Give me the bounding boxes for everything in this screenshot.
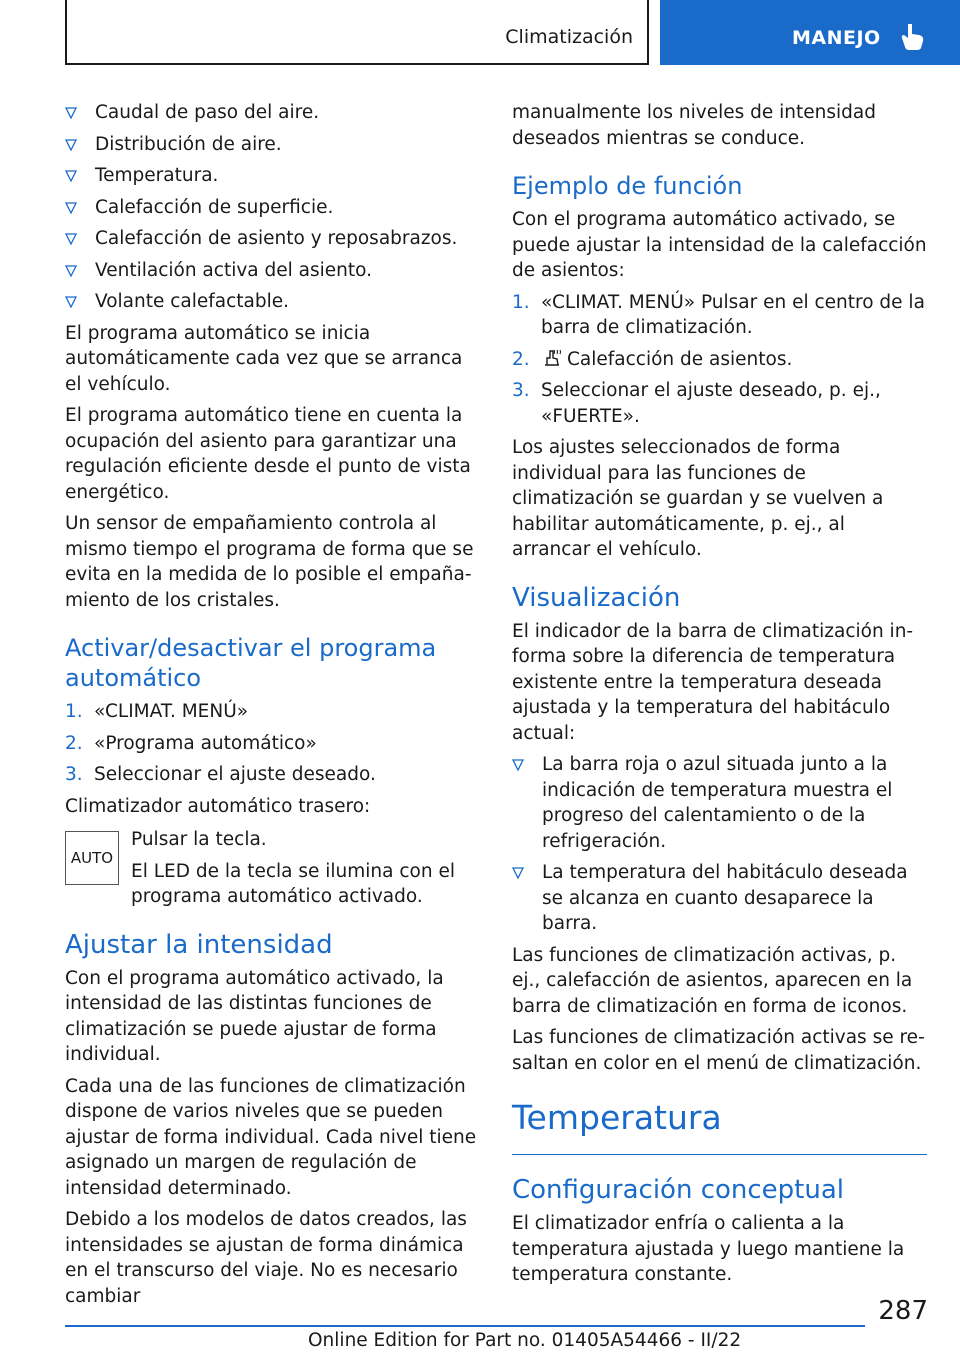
steps-list bbox=[65, 699, 480, 788]
triangle-bullet-icon bbox=[65, 296, 77, 308]
step-item: 1. «CLIMAT. MENÚ» bbox=[65, 701, 249, 722]
heading-activate: Activar/desactivar el programa automático bbox=[65, 634, 437, 692]
paragraph: Con el programa automático activado, la intensidad de las distintas funciones de climatización se puede ajustar de forma individual. bbox=[65, 967, 444, 1065]
list-item: Ventilación activa del asiento. bbox=[65, 258, 480, 284]
auto-key-image: AUTO bbox=[65, 831, 119, 885]
section-tab bbox=[660, 0, 960, 65]
paragraph: El programa automático tiene en cuenta la ocupación del asiento para garantizar una regulación eficiente desde el punto de vista energético. bbox=[65, 405, 471, 503]
steps-list bbox=[512, 290, 927, 430]
step-item: 3. Seleccionar el ajuste deseado, p. ej., «FUERTE». bbox=[512, 380, 881, 427]
header-box bbox=[65, 0, 649, 65]
section-title: MANEJO bbox=[792, 27, 881, 49]
list-item: Temperatura. bbox=[65, 163, 480, 189]
steering-hand-icon bbox=[897, 22, 927, 52]
list-item: La barra roja o azul situada junto a la indicación de temperatura muestra el progreso del calentamiento o de la refrigeración. bbox=[512, 752, 927, 854]
edition-note: Online Edition for Part no. 01405A54466 - II/22 bbox=[308, 1330, 742, 1351]
triangle-bullet-icon bbox=[512, 759, 524, 771]
function-list bbox=[65, 100, 480, 315]
heading-example: Ejemplo de función bbox=[512, 172, 743, 200]
paragraph: manualmente los niveles de intensidad deseados mientras se conduce. bbox=[512, 102, 876, 149]
paragraph: El programa automático se inicia automáticamente cada vez que se arranca el vehículo. bbox=[65, 322, 463, 395]
paragraph: El LED de la tecla se ilumina con el programa automático activado. bbox=[131, 860, 455, 907]
footer-divider bbox=[65, 1325, 865, 1327]
heading-concept: Configuración conceptual bbox=[512, 1175, 844, 1205]
list-item: Calefacción de superficie. bbox=[65, 195, 480, 221]
chapter-title: Climatización bbox=[505, 26, 633, 48]
right-column bbox=[512, 100, 927, 1294]
heading-display: Visualización bbox=[512, 582, 681, 613]
heading-intensity: Ajustar la intensidad bbox=[65, 929, 333, 960]
display-list bbox=[512, 752, 927, 937]
paragraph: Un sensor de empañamiento controla al mismo tiempo el programa de forma que se evita en la medida de lo posible el empañamiento de los cristales. bbox=[65, 513, 474, 611]
page-number: 287 bbox=[878, 1296, 928, 1326]
step-item: 1. «CLIMAT. MENÚ» Pulsar en el centro de la barra de climatización. bbox=[512, 291, 925, 338]
seat-heating-icon bbox=[541, 348, 563, 368]
paragraph: Debido a los modelos de datos creados, las intensidades se ajustan de forma dinámica en el transcurso del viaje. No es necesario cambiar bbox=[65, 1209, 467, 1307]
list-item: Distribución de aire. bbox=[65, 132, 480, 158]
paragraph: Cada una de las funciones de climatización dispone de varios niveles que se pueden ajustar de forma individual. Cada nivel tiene asignado un margen de regulación de intensidad determinado. bbox=[65, 1075, 477, 1199]
list-item: La temperatura del habitáculo deseada se alcanza en cuanto desaparece la barra. bbox=[512, 860, 927, 937]
auto-button-row bbox=[65, 827, 480, 910]
paragraph: Con el programa automático activado, se puede ajustar la intensidad de la calefacción de asientos: bbox=[512, 209, 927, 281]
list-item: Calefacción de asiento y reposabrazos. bbox=[65, 226, 480, 252]
paragraph: Las funciones de climatización activas se resaltan en color en el menú de climatización. bbox=[512, 1027, 925, 1074]
heading-temperature: Temperatura bbox=[512, 1098, 927, 1155]
triangle-bullet-icon bbox=[65, 139, 77, 151]
step-item: 3. Seleccionar el ajuste deseado. bbox=[65, 764, 376, 785]
triangle-bullet-icon bbox=[512, 867, 524, 879]
list-item: Caudal de paso del aire. bbox=[65, 100, 480, 126]
left-column bbox=[65, 100, 480, 1315]
list-item: Volante calefactable. bbox=[65, 289, 480, 315]
paragraph: Pulsar la tecla. bbox=[131, 829, 267, 850]
step-item: 2. Calefacción de asientos. bbox=[512, 348, 793, 370]
step-item: 2. «Programa automático» bbox=[65, 732, 317, 754]
triangle-bullet-icon bbox=[65, 202, 77, 214]
triangle-bullet-icon bbox=[65, 265, 77, 277]
paragraph: Climatizador automático trasero: bbox=[65, 795, 371, 817]
triangle-bullet-icon bbox=[65, 170, 77, 182]
triangle-bullet-icon bbox=[65, 233, 77, 245]
triangle-bullet-icon bbox=[65, 107, 77, 119]
paragraph: El climatizador enfría o calienta a la temperatura ajustada y luego mantiene la temperatura constante. bbox=[512, 1213, 905, 1285]
paragraph: Las funciones de climatización activas, p. ej., calefacción de asientos, aparecen en la barra de climatización en forma de iconos. bbox=[512, 944, 913, 1017]
paragraph: Los ajustes seleccionados de forma individual para las funciones de climatización se guardan y se vuelven a habilitar automáticamente, p. ej., al arrancar el vehículo. bbox=[512, 437, 884, 560]
paragraph: El indicador de la barra de climatización informa sobre la diferencia de temperatura existente entre la temperatura deseada ajustada y la temperatura del habitáculo actual: bbox=[512, 620, 914, 744]
